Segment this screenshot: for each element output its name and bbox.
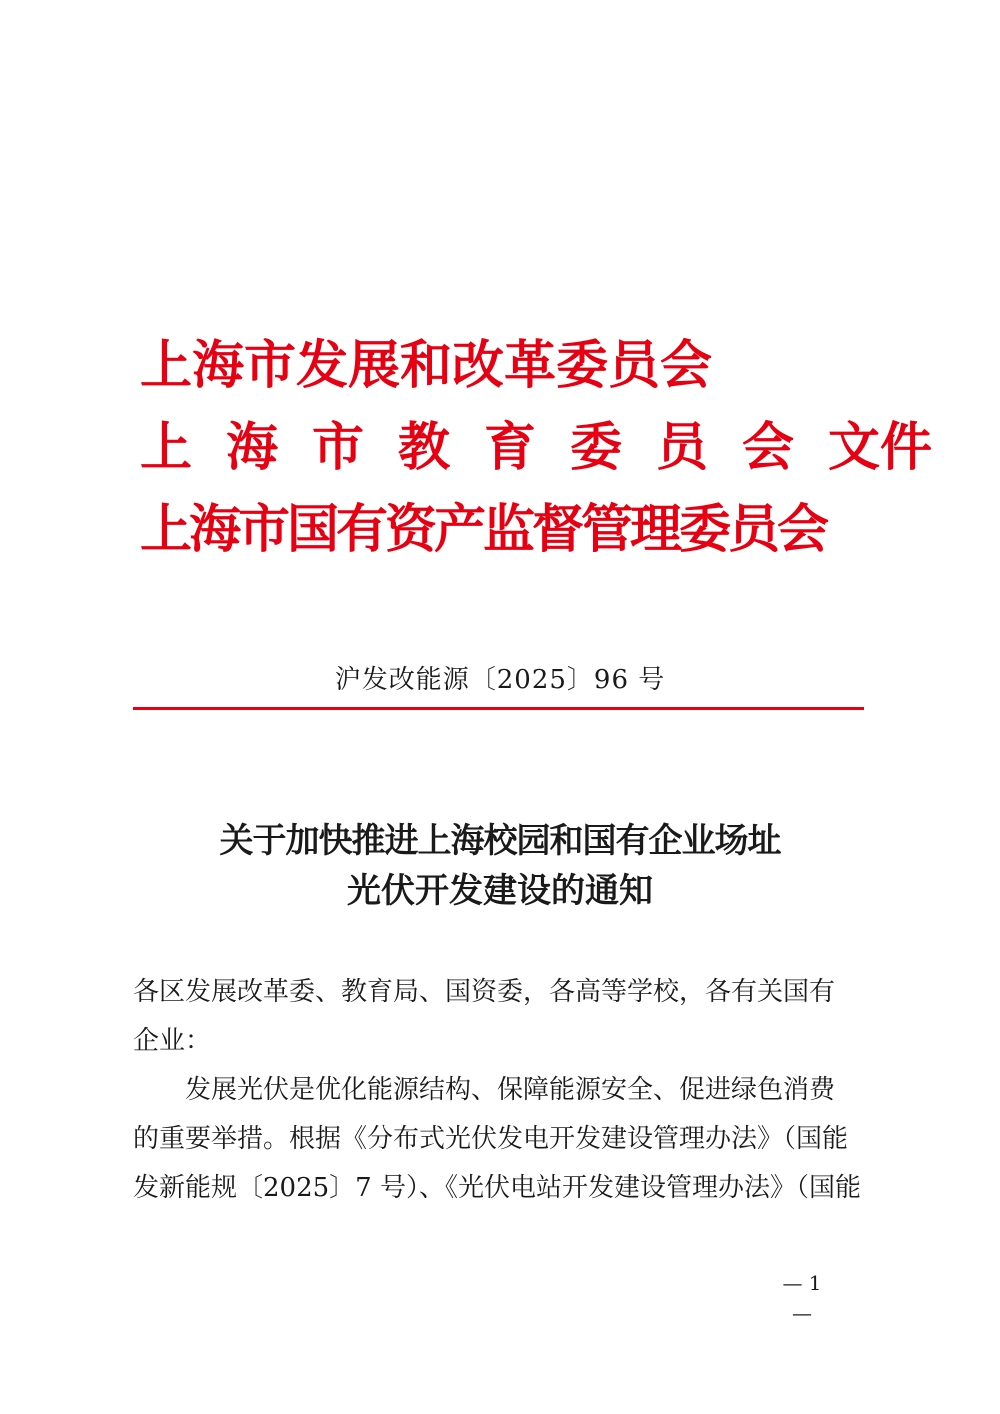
body-line-2: 企业：: [133, 1026, 212, 1056]
issuer-line-2: [140, 418, 932, 478]
issuer-line-1: 上海市发展和改革委员会: [140, 335, 713, 396]
document-title-line-2: 光伏开发建设的通知: [347, 871, 653, 911]
document-number: 沪发改能源〔2025〕96 号: [334, 665, 666, 695]
issuer-line-2-name: 上海市教育委员会: [140, 417, 829, 478]
issuer-line-3: 上海市国有资产监督管理委员会: [140, 499, 827, 560]
document-title-line-1: 关于加快推进上海校园和国有企业场址: [219, 821, 781, 861]
body-line-5: 发新能规〔2025〕7 号）、《光伏电站开发建设管理办法》（国能: [133, 1173, 861, 1203]
body-line-4: 的重要举措。根据《分布式光伏发电开发建设管理办法》（国能: [133, 1124, 849, 1154]
page-number: — 1 —: [782, 1271, 822, 1325]
body-line-3: 发展光伏是优化能源结构、保障能源安全、促进绿色消费: [133, 1075, 836, 1105]
issuer-document-suffix: 文件: [828, 417, 933, 478]
body-line-1: 各区发展改革委、教育局、国资委，各高等学校，各有关国有: [133, 977, 836, 1007]
red-separator-line: [133, 707, 864, 710]
